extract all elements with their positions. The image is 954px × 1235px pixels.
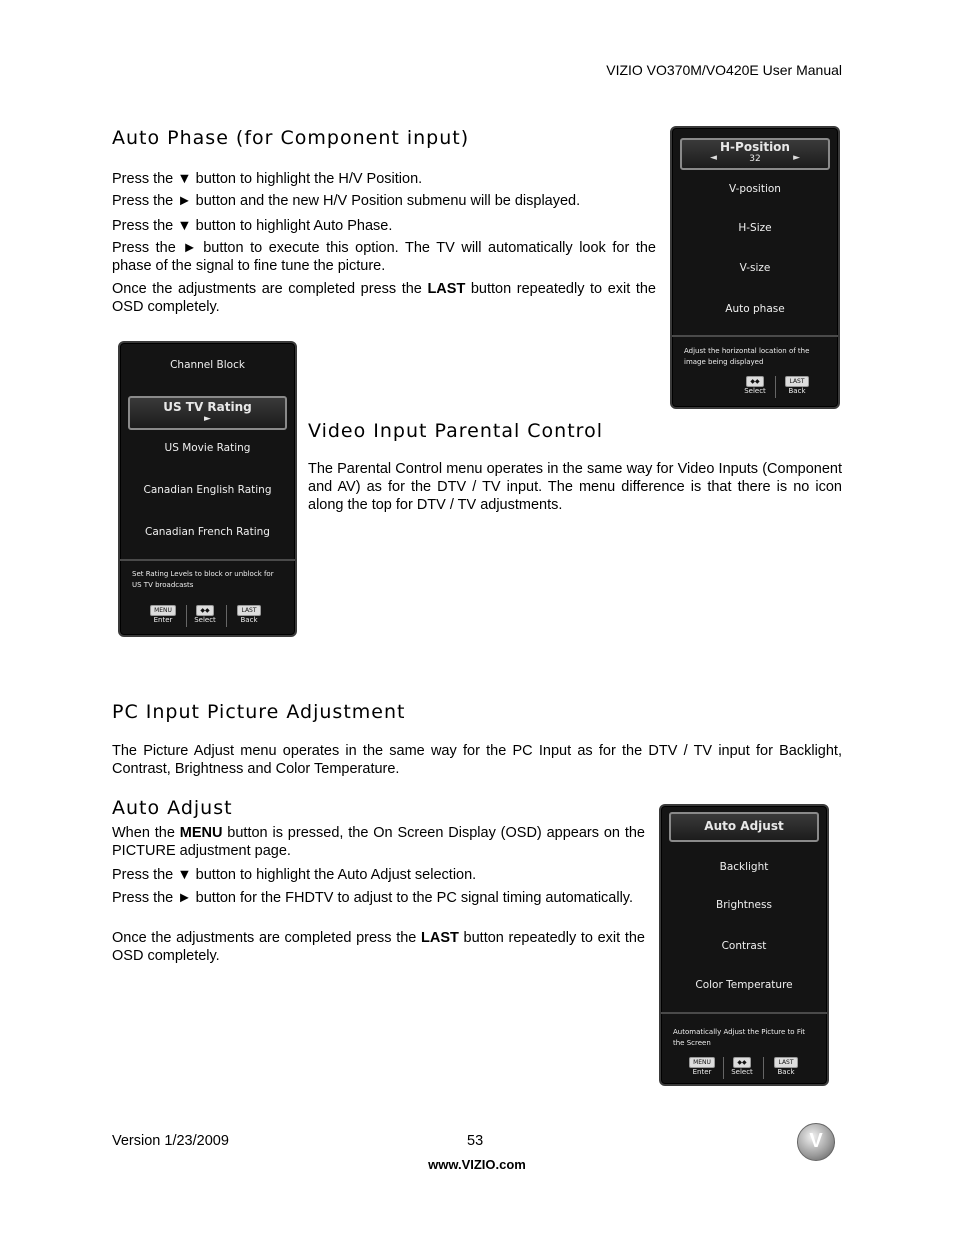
auto-phase-step-5: Once the adjustments are completed press the LAST button repeatedly to exit the OSD completely. [112,281,656,315]
osd-selected-item: H-Position 32 ◄ ► [680,138,830,170]
osd-parental-screenshot [118,341,297,637]
right-arrow-icon: ► [793,153,800,163]
video-parental-heading: Video Input Parental Control [308,420,603,442]
footer-version: Version 1/23/2009 [112,1133,229,1149]
osd-divider [661,1012,827,1014]
osd-key-divider [186,605,187,627]
footer-page-number: 53 [467,1133,484,1149]
osd-item: Backlight [719,861,769,873]
osd-item: Contrast [721,940,767,952]
auto-adjust-step-3: Press the ► button for the FHDTV to adjust to the PC signal timing automatically. [112,890,634,906]
auto-phase-step-3: Press the ▼ button to highlight Auto Phase. [112,218,393,234]
vizio-logo-icon: V [797,1123,835,1161]
osd-key-divider [775,376,776,398]
footer-url[interactable]: www.VIZIO.com [428,1157,526,1172]
osd-item: H-Size [738,222,772,234]
osd-key-divider [723,1057,724,1079]
auto-adjust-step-1: When the MENU button is pressed, the On Screen Display (OSD) appears on the PICTURE adjustment page. [112,825,645,859]
pc-picture-heading: PC Input Picture Adjustment [112,701,406,723]
auto-phase-step-1: Press the ▼ button to highlight the H/V Position. [112,171,423,187]
osd-auto-adjust-screenshot [659,804,829,1086]
select-arrows-icon: ◆◆ [746,376,763,387]
left-arrow-icon: ◄ [710,153,717,163]
select-arrows-icon: ◆◆ [196,605,213,616]
auto-adjust-heading: Auto Adjust [112,797,233,819]
osd-key-select: ◆◆ Select [744,378,766,395]
osd-key-divider [226,605,227,627]
osd-item: Canadian English Rating [143,484,272,496]
pc-picture-text: The Picture Adjust menu operates in the same way for the PC Input as for the DTV / TV input for Backlight, Contrast, Brightness and Color Temperature. [112,743,842,777]
osd-key-enter: MENU Enter [148,605,178,624]
osd-help-text: Automatically Adjust the Picture to Fit the Screen [673,1028,806,1047]
osd-help-text: Set Rating Levels to block or unblock for US TV broadcasts [132,570,274,589]
osd-key-back: LAST Back [234,605,264,624]
osd-item: Auto phase [725,303,785,315]
last-button-icon: LAST [785,376,808,387]
osd-key-back: LAST Back [771,1057,801,1076]
auto-phase-step-2: Press the ► button and the new H/V Position submenu will be displayed. [112,193,581,209]
last-button-icon: LAST [237,605,260,616]
osd-key-divider [763,1057,764,1079]
right-arrow-icon: ► [204,414,211,424]
menu-button-icon: MENU [689,1057,715,1068]
osd-help-text: Adjust the horizontal location of the image being displayed [684,347,810,366]
osd-key-select: ◆◆ Select [731,1059,753,1076]
auto-phase-heading: Auto Phase (for Component input) [112,127,470,149]
osd-selected-item: Auto Adjust [669,812,819,842]
osd-item: Color Temperature [695,979,793,991]
osd-key-enter: MENU Enter [687,1057,717,1076]
osd-item: V-size [739,262,771,274]
last-button-icon: LAST [774,1057,797,1068]
osd-key-select: ◆◆ Select [194,607,216,624]
osd-item: Brightness [716,899,772,911]
osd-item: Canadian French Rating [145,526,270,538]
auto-adjust-step-4: Once the adjustments are completed press the LAST button repeatedly to exit the OSD completely. [112,930,645,964]
osd-key-back: LAST Back [782,376,812,395]
auto-adjust-step-2: Press the ▼ button to highlight the Auto Adjust selection. [112,867,477,883]
osd-selected-item: US TV Rating ► [128,396,287,430]
menu-button-icon: MENU [150,605,176,616]
select-arrows-icon: ◆◆ [733,1057,750,1068]
osd-item: V-position [729,183,781,195]
auto-phase-step-4: Press the ► button to execute this option. The TV will automatically look for the phase of the signal to fine tune the picture. [112,240,656,274]
osd-item: Channel Block [170,359,245,371]
osd-item: US Movie Rating [164,442,251,454]
video-parental-text: The Parental Control menu operates in the same way for Video Inputs (Component and AV) as for the DTV / TV input. The menu difference is that there is no icon along the top for DTV / TV adjustments. [308,461,842,513]
osd-divider [672,335,838,337]
manual-title: VIZIO VO370M/VO420E User Manual [606,62,842,78]
osd-divider [120,559,295,561]
osd-hposition-screenshot [670,126,840,409]
